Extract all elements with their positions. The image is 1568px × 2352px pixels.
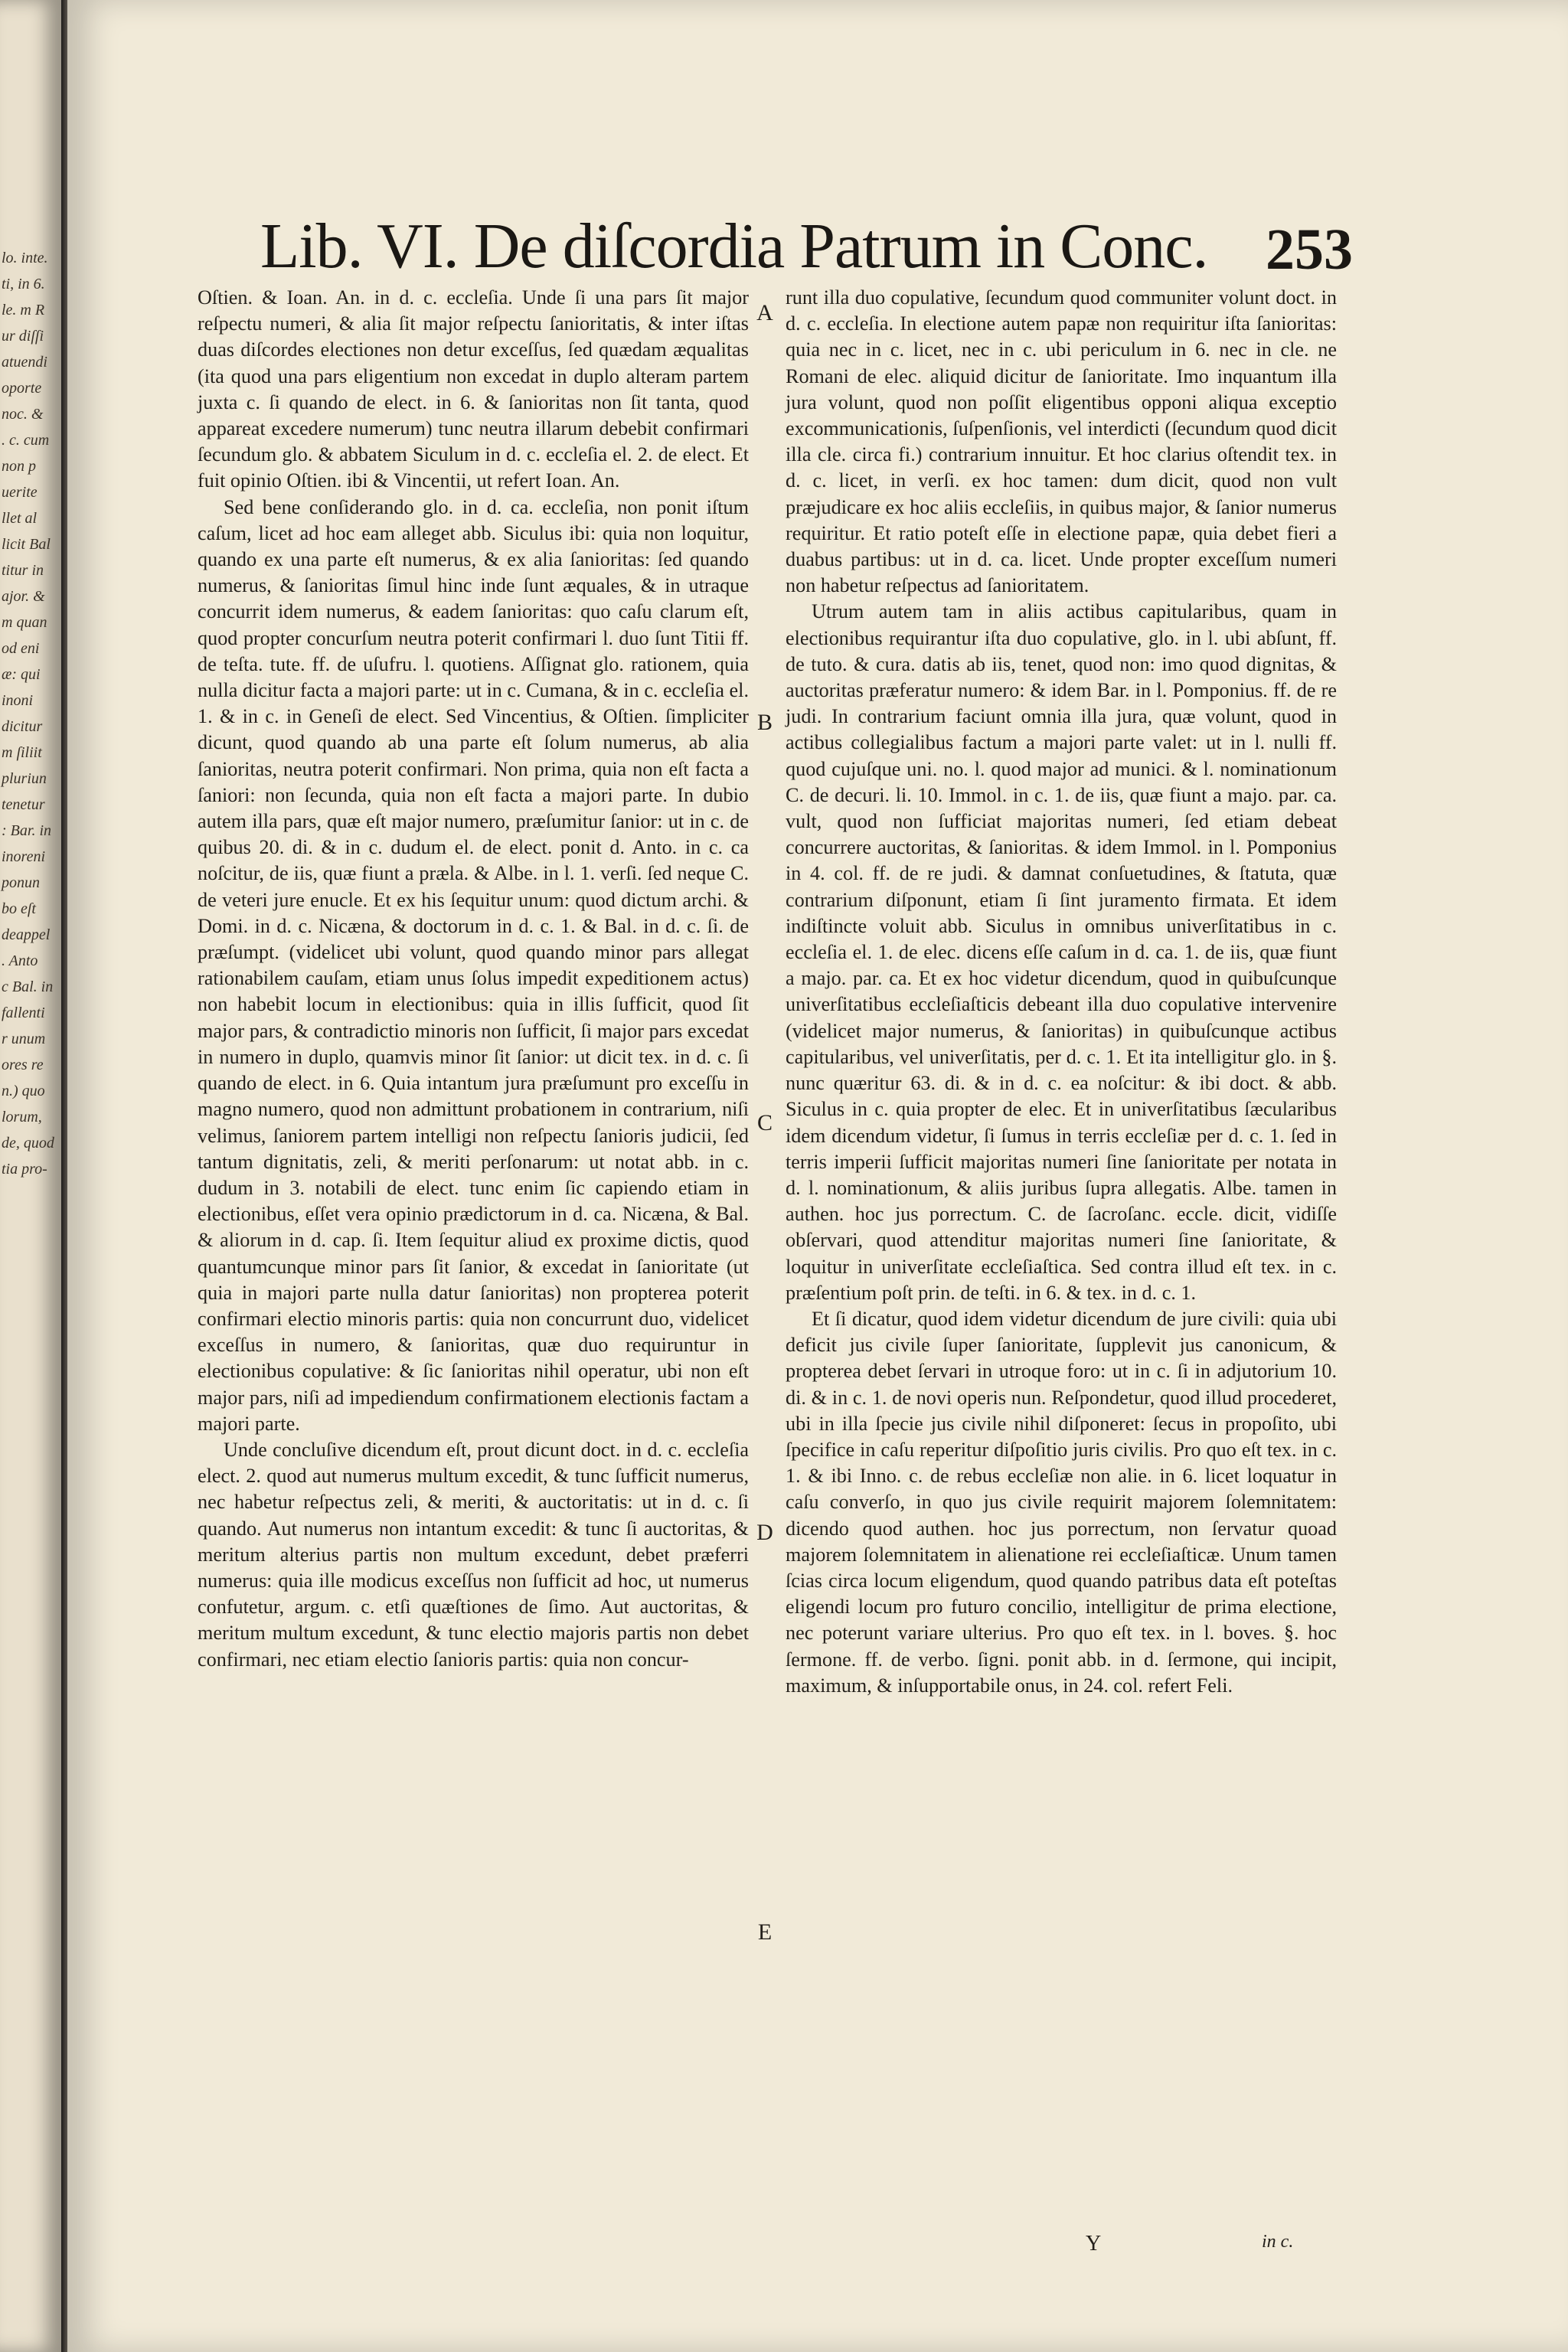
right-paragraph-2: Utrum autem tam in aliis actibus capitularibus, quam in electionibus requirantur iſta duo copulative, glo. in l. ubi abſunt, ff. de tuto. & cura. datis ab iis, tenet, quod non: imo quod dignitas, & auctoritas præferatur numero: & idem Bar. in l. Pomponius. ff. de re judi. In contrarium faciunt omnia illa jura, quæ volunt, quod in actibus collegialibus factum a majori parte valet: ut in l. nulli ff. quod cujuſque uni. no. l. quod major ad munici. & l. nominationum C. de decuri. li. 10. Immol. in c. 1. de iis, quæ fiunt a majo. par. ca. vult, quod non ſufficiat majoritas numeri, ſed etiam debeat concurrere auctoritas, & ſanioritas. & idem Immol. in l. Pomponius in 4. col. ff. de re judi. & damnat conſuetudines, & ſtatuta, quæ contrarium diſponunt, etiam ſi ſint juramento firmata. Et idem indiſtincte voluit abb. Siculus in omnibus univerſitatibus in c. eccleſia el. 1. de elec. dicens eſſe caſum in d. ca. 1. de iis, quæ fiunt a majo. par. ca. Et ex hoc videtur dicendum, quod in quibuſcunque univerſitatibus eccleſiaſticis debeant illa duo copulative intervenire (videlicet major numerus, & ſanioritas) in quibuſcunque actibus capitularibus, vel univerſitatis, per d. c. 1. Et ita intelligitur glo. in §. nunc quæritur 63. di. & in d. c. ea noſcitur: & ibi doct. & abb. Siculus in c. quia propter de elec. Et in univerſitatibus ſæcularibus idem dicendum videtur, ſi ſumus in terris eccleſiæ per d. c. 1. ſed in terris imperii ſufficit majoritas numeri ſine ſanioritate per notata in d. l. nominationum, & aliis juribus ſupra allegatis. Albe. tamen in authen. hoc jus porrectum. C. de ſacroſanc. eccle. dicit, vidiſſe obſervari, quod attenditur majoritas numeri ſine ſanioritate, & loquitur in univerſitate eccleſiaſtica. Sed contra illud eſt tex. in c. præſentium poſt prin. de teſti. in 6. & tex. in d. c. 1. — [786, 600, 1337, 1304]
left-paragraph-1: Oſtien. & Ioan. An. in d. c. eccleſia. Unde ſi una pars ſit major reſpectu numeri, & alia ſit major reſpectu ſanioritatis, & inter iſtas duas diſcordes electiones non detur exceſſus, ſed quædam æqualitas (ita quod una pars eligentium non excedat in duplo alteram partem juxta c. ſi quando de elect. in 6. & ſanioritas non ſit tanta, quod appareat excedere numerum) tunc neutra illarum debebit confirmari ſecundum glo. & abbatem Siculum in d. c. eccleſia el. 2. de elect. Et fuit opinio Oſtien. ibi & Vincentii, ut refert Ioan. An. — [198, 286, 749, 492]
page-title: Lib. VI. De diſcordia Patrum in Conc. — [260, 211, 1208, 282]
margin-marker-a: A — [756, 300, 773, 325]
page-number: 253 — [1266, 217, 1353, 282]
right-column — [786, 285, 1337, 1699]
right-paragraph-1: runt illa duo copulative, ſecundum quod communiter volunt doct. in d. c. eccleſia. In electione autem papæ non requiritur iſta ſanioritas: quia nec in c. licet, nec in c. ubi periculum in 6. nec in cle. ne Romani de elec. aliquid dicitur de ſanioritate. Imo inquantum illa jura volunt, quod non poſſit eligentibus opponi aliqua exceptio excommunicationis, ſuſpenſionis, vel interdicti (ſecundum quod dicit illa cle. circa fi.) contrarium innuitur. Et hoc clarius oſtendit tex. in d. c. licet, in verſi. ex hoc tamen: dum dicit, quod non vult præjudicare ex hoc aliis eccleſiis, in quibus major, & ſanior numerus requiritur. Et ratio poteſt eſſe in electione papæ, quia debet fieri a duabus partibus: ut in d. ca. licet. Unde propter exceſſum numeri non habetur reſpectus ad ſanioritatem. — [786, 286, 1337, 597]
left-paragraph-3: Unde concluſive dicendum eſt, prout dicunt doct. in d. c. eccleſia elect. 2. quod aut numerus multum excedit, & tunc ſufficit numerus, nec habetur reſpectus zeli, & meriti, & auctoritatis: ut in d. c. ſi quando. Aut numerus non intantum excedit: & tunc ſi auctoritas, & meritum alterius partis non multum excedunt, debet præferri numerus: quia ille modicus exceſſus non ſufficit ad hoc, ut numerus confutetur, argum. c. etſi quæſtiones de ſimo. Aut auctoritas, & meritum multum excedunt, & tunc electio majoris partis non debet confirmari, nec etiam electio ſanioris partis: quia non concur- — [198, 1438, 749, 1671]
book-gutter — [61, 0, 67, 2352]
left-paragraph-2: Sed bene conſiderando glo. in d. ca. eccleſia, non ponit iſtum caſum, licet ad hoc eam alleget abb. Siculus ibi: quia non loquitur, quando ex una parte eſt numerus, & ex alia ſanioritas: ſed quando numerus, & ſanioritas ſimul hinc inde ſunt æquales, & in utraque concurrit idem numerus, & eadem ſanioritas: quo caſu clarum eſt, quod propter concurſum neutra poterit confirmari l. duo ſunt Titii ff. de teſta. tute. ff. de uſufru. l. quotiens. Aſſignat glo. rationem, quia nulla dicitur facta a majori parte: ut in c. Cumana, & in c. eccleſia el. 1. & in c. in Geneſi de elect. Sed Vincentius, & Oſtien. ſimpliciter dicunt, quod quando ab una parte eſt ſolum numerus, ab alia ſanioritas, neutra poterit confirmari. Non prima, quia non eſt facta a ſaniori: non ſecunda, quia non eſt facta a majori parte. In dubio autem illa pars, quæ eſt major numero, præſumitur ſanior: ut in c. de quibus 20. di. & in c. dudum el. de elect. ponit d. Anto. in c. ca noſcitur, de iis, quæ fiunt a præla. & Albe. in l. 1. verſi. ſed neque C. de veteri jure enucle. Et ex his ſequitur unum: quod dictum archi. & Domi. in d. c. Nicæna, & doctorum in d. c. 1. & Bal. in d. c. ſi. de præſumpt. (videlicet ubi volunt, quod quando minor pars allegat rationabilem cauſam, etiam unus ſolus impedit expeditionem actus) non habebit locum in electionibus: quia in illis ſufficit, quod ſit major pars, & contradictio minoris non ſufficit, ſi major pars excedat in numero in duplo, quamvis minor ſit ſanior: ut dicit tex. in d. c. ſi quando de elect. in 6. Quia intantum jura præſumunt pro exceſſu in magno numero, quod non admittunt probationem in contrarium, niſi velimus, ſaniorem partem intelligi non reſpectu ſanioris judicii, ſed tantum dignitatis, zeli, & meriti perſonarum: ut notat abb. in c. dudum in 3. notabili de elect. tunc enim ſic capiendo etiam in electionibus, eſſet vera opinio prædictorum in d. ca. Nicæna, & Bal. & aliorum in d. cap. ſi. Item ſequitur aliud ex proxime dictis, quod quantumcunque minor pars ſit ſanior, & excedat in ſanioritate (ut quia in majori parte nulla datur ſanioritas) non propterea poterit confirmari electio minoris partis: quia non concurrunt duo, videlicet exceſſus in numero, & ſanioritas, quæ duo requiruntur in electionibus copulative: & ſic ſanioritas nihil operatur, ubi non eſt major pars, niſi ad impediendum confirmationem electionis factam a majori parte. — [198, 495, 749, 1435]
right-paragraph-3: Et ſi dicatur, quod idem videtur dicendum de jure civili: quia ubi deficit jus civile ſuper ſanioritate, ſupplevit jus canonicum, & propterea debet ſervari in utroque foro: ut in c. ſi in adjutorium 10. di. & in c. 1. de novi operis nun. Reſpondetur, quod illud procederet, ubi in illa ſpecie jus civile nihil diſponeret: ſecus in propoſito, ubi ſpecifice in caſu reperitur diſpoſitio juris civilis. Pro quo eſt tex. in c. 1. & ibi Inno. c. de rebus eccleſiæ non alie. in 6. licet loquatur in caſu converſo, in quo jus civile requirit majorem ſolemnitatem: dicendo quod authen. hoc jus porrectum, non ſervatur quoad majorem ſolemnitatem in alienatione rei eccleſiaſticæ. Unum tamen ſcias circa locum eligendum, quod quando patribus data eſt poteſtas eligendi locum pro futuro concilio, intelligitur de prima electione, nec poterunt variare ulterius. Pro quo eſt tex. in l. boves. §. hoc ſermone. ff. de verbo. ſigni. ponit abb. in d. ſermone, qui incipit, maximum, & inſupportabile onus, in 24. col. refert Feli. — [786, 1307, 1337, 1697]
margin-marker-d: D — [756, 1520, 773, 1545]
margin-marker-e: E — [757, 1919, 773, 1945]
signature-mark: Y — [1086, 2232, 1102, 2256]
previous-page-edge — [0, 0, 61, 2352]
book-page — [67, 0, 1568, 2352]
margin-marker-b: B — [756, 710, 773, 735]
running-header — [67, 207, 1568, 291]
catchword: in c. — [1262, 2232, 1294, 2252]
margin-marker-c: C — [756, 1110, 773, 1135]
previous-page-fragments: lo. inte. ti, in 6. le. m R ur diſſi atuendi oporte noc. & . c. cum non p uerite llet al licit Bal titur in ajor. & m quan od eni æ: qui inoni dicitur m ſiliit pluriun tenetur : Bar. in inoreni ponun bo eſt deappel . Anto c Bal. in fallenti r unum ores re n.) quo lorum, de, quod tia pro- — [2, 250, 54, 1178]
left-column — [198, 285, 749, 1673]
